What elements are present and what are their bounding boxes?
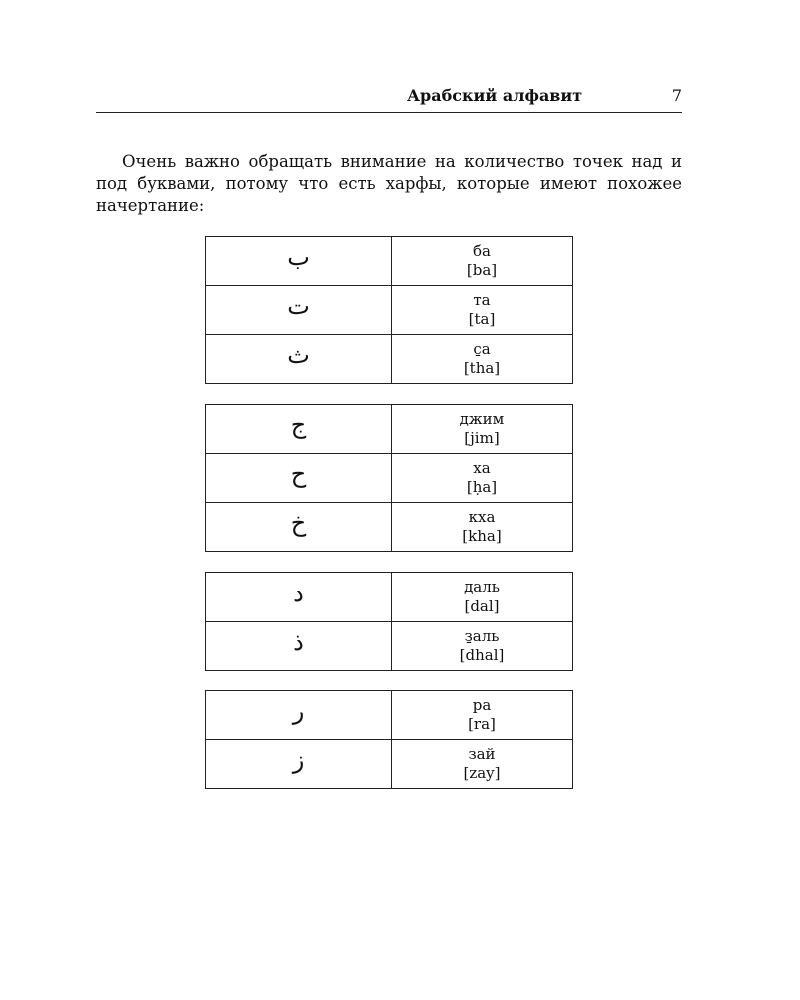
letter-translit: [ḥa] [466, 478, 498, 496]
table-row [206, 740, 573, 789]
letter-name-cell [392, 740, 573, 789]
arabic-letter: ز [292, 746, 305, 774]
table-row [206, 454, 573, 503]
letter-translit: [ta] [468, 310, 496, 328]
arabic-letter-cell [206, 740, 392, 789]
letter-name-cell [392, 335, 573, 384]
letter-name-cell [392, 286, 573, 335]
letter-name: ра [472, 696, 492, 714]
intro-paragraph: Очень важно обращать внимание на количество точек над и под буквами, потому что есть харфы, которые имеют похожее начертание: [96, 152, 682, 215]
arabic-letter: ذ [293, 628, 304, 656]
letter-name: зай [468, 745, 496, 763]
arabic-letter-cell [206, 454, 392, 503]
letter-name: с̱а [473, 340, 491, 358]
letter-name: з̱аль [464, 627, 500, 645]
arabic-letter: ت [287, 292, 310, 320]
letter-name: та [473, 291, 491, 309]
letter-name-cell [392, 454, 573, 503]
table-row [206, 237, 573, 286]
arabic-letter: ث [287, 341, 310, 369]
arabic-letter: د [293, 579, 304, 607]
arabic-letter-cell [206, 237, 392, 286]
arabic-letter: ب [287, 243, 310, 271]
letter-name: ха [473, 459, 491, 477]
table-row [206, 405, 573, 454]
table-row [206, 503, 573, 552]
letter-translit: [jim] [464, 429, 500, 447]
arabic-letter-cell [206, 286, 392, 335]
letter-name-cell [392, 622, 573, 671]
letter-translit: [dhal] [459, 646, 505, 664]
arabic-letter-cell [206, 622, 392, 671]
letter-translit: [zay] [463, 764, 501, 782]
table-row [206, 691, 573, 740]
letter-name-cell [392, 405, 573, 454]
arabic-letter-cell [206, 503, 392, 552]
letter-translit: [ba] [466, 261, 498, 279]
letters-table-4 [205, 690, 573, 789]
letter-name: кха [468, 508, 496, 526]
letter-name-cell [392, 573, 573, 622]
arabic-letter-cell [206, 573, 392, 622]
table-row [206, 286, 573, 335]
table-row [206, 335, 573, 384]
letter-name-cell [392, 691, 573, 740]
letter-translit: [ra] [468, 715, 496, 733]
running-header [96, 84, 682, 113]
letter-name: ба [473, 242, 491, 260]
letter-name-cell [392, 237, 573, 286]
table-row [206, 573, 573, 622]
letters-table-2 [205, 404, 573, 552]
arabic-letter-cell [206, 691, 392, 740]
arabic-letter-cell [206, 405, 392, 454]
table-row [206, 622, 573, 671]
letter-translit: [kha] [462, 527, 502, 545]
header-title: Арабский алфавит [407, 86, 583, 105]
arabic-letter: ر [292, 697, 305, 725]
arabic-letter-cell [206, 335, 392, 384]
arabic-letter: ح [290, 460, 307, 488]
letter-name-cell [392, 503, 573, 552]
letter-translit: [dal] [464, 597, 500, 615]
letters-table-1 [205, 236, 573, 384]
arabic-letter: ج [290, 411, 307, 439]
page-number: 7 [671, 86, 682, 105]
letters-table-3 [205, 572, 573, 671]
letter-name: даль [464, 578, 500, 596]
arabic-letter: خ [290, 509, 307, 537]
letter-name: джим [459, 410, 505, 428]
letter-translit: [tha] [463, 359, 501, 377]
